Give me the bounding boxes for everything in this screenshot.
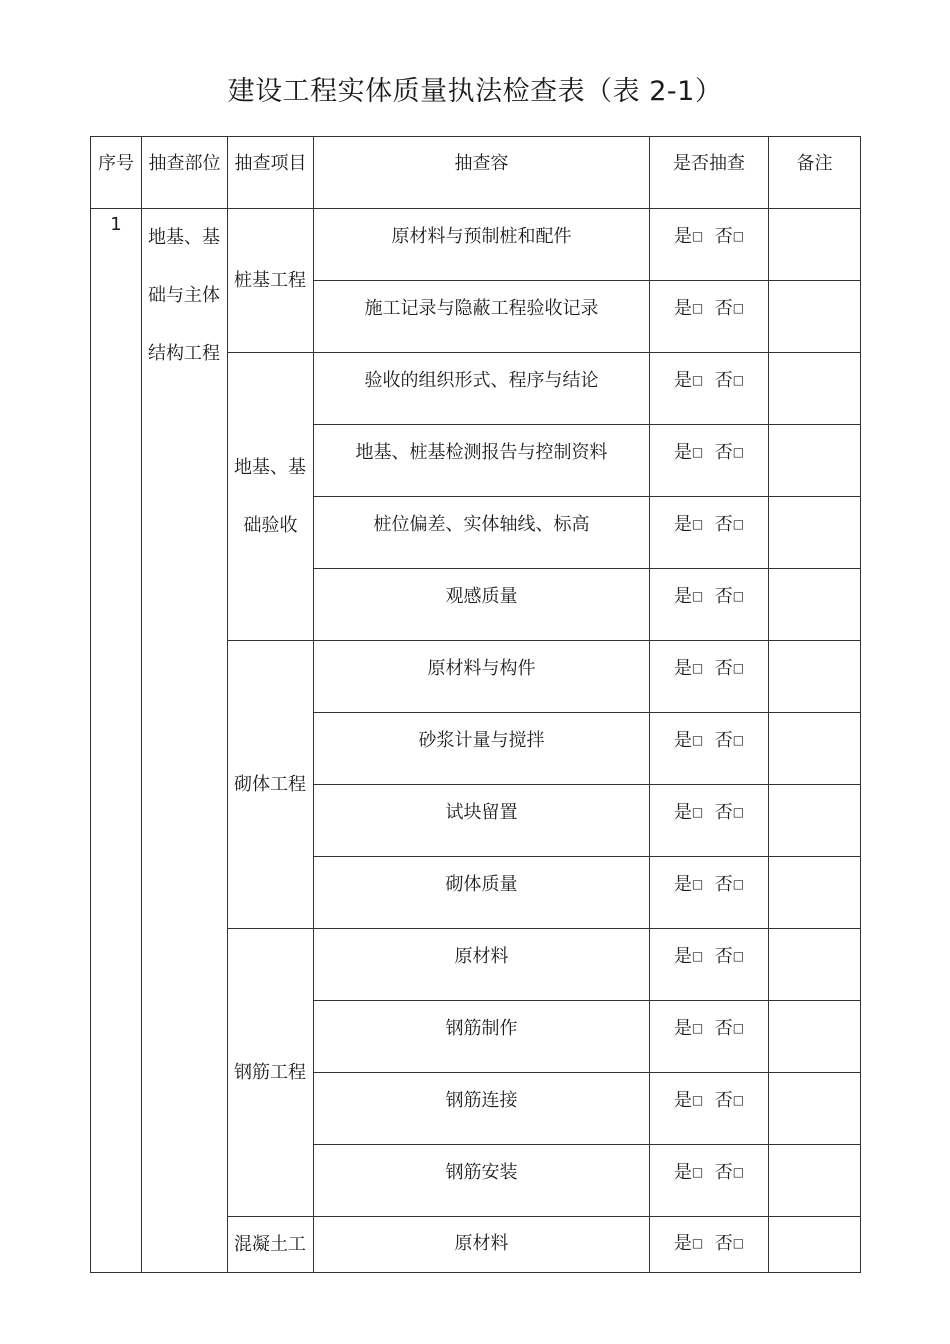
inspection-content: 施工记录与隐蔽工程验收记录 [314, 281, 650, 353]
no-label: 否 [714, 586, 733, 607]
remarks-cell[interactable] [769, 1217, 861, 1273]
remarks-cell[interactable] [769, 1073, 861, 1145]
inspection-item [228, 641, 314, 929]
checked-cell [650, 641, 769, 713]
yes-label: 是 [673, 226, 692, 247]
checked-cell [650, 785, 769, 857]
remarks-cell[interactable] [769, 1145, 861, 1217]
yes-label: 是 [673, 298, 692, 319]
inspection-content: 试块留置 [314, 785, 650, 857]
yes-label: 是 [673, 658, 692, 679]
inspection-content: 钢筋安装 [314, 1145, 650, 1217]
checked-cell [650, 353, 769, 425]
header-row [91, 137, 861, 209]
no-label: 否 [714, 730, 733, 751]
checked-cell [650, 497, 769, 569]
remarks-cell[interactable] [769, 1001, 861, 1073]
yes-label: 是 [673, 1018, 692, 1039]
checked-cell [650, 1001, 769, 1073]
no-label: 否 [714, 1090, 733, 1111]
no-label: 否 [714, 298, 733, 319]
no-label: 否 [714, 514, 733, 535]
no-label: 否 [714, 946, 733, 967]
part-line: 结构工程 [148, 343, 220, 364]
no-checkbox[interactable]: □ [732, 949, 745, 963]
no-label: 否 [714, 874, 733, 895]
remarks-cell[interactable] [769, 281, 861, 353]
remarks-cell[interactable] [769, 209, 861, 281]
page-title: 建设工程实体质量执法检查表（表 2-1） [227, 76, 723, 107]
no-checkbox[interactable]: □ [732, 301, 745, 315]
inspection-content: 原材料 [314, 1217, 650, 1273]
yes-checkbox[interactable]: □ [691, 301, 704, 315]
item-line: 桩基工程 [234, 269, 306, 291]
no-checkbox[interactable]: □ [732, 1021, 745, 1035]
no-checkbox[interactable]: □ [732, 373, 745, 387]
item-line: 钢筋工程 [234, 1061, 306, 1083]
checked-cell [650, 209, 769, 281]
yes-label: 是 [673, 1090, 692, 1111]
inspection-content: 地基、桩基检测报告与控制资料 [314, 425, 650, 497]
yes-checkbox[interactable]: □ [691, 445, 704, 459]
inspection-item [228, 209, 314, 353]
inspection-item [228, 353, 314, 641]
yes-checkbox[interactable]: □ [691, 1093, 704, 1107]
inspection-content: 桩位偏差、实体轴线、标高 [314, 497, 650, 569]
inspection-content: 观感质量 [314, 569, 650, 641]
yes-checkbox[interactable]: □ [691, 1165, 704, 1179]
yes-checkbox[interactable]: □ [691, 373, 704, 387]
no-label: 否 [714, 802, 733, 823]
header-part: 抽查部位 [142, 137, 228, 209]
checked-cell [650, 1217, 769, 1273]
yes-label: 是 [673, 586, 692, 607]
item-line: 地基、基 [234, 456, 306, 478]
no-checkbox[interactable]: □ [732, 229, 745, 243]
checked-cell [650, 713, 769, 785]
part-line: 地基、基 [148, 227, 220, 248]
no-label: 否 [714, 1162, 733, 1183]
remarks-cell[interactable] [769, 713, 861, 785]
inspection-content: 砌体质量 [314, 857, 650, 929]
checked-cell [650, 569, 769, 641]
checked-cell [650, 281, 769, 353]
yes-label: 是 [673, 730, 692, 751]
inspection-content: 砂浆计量与搅拌 [314, 713, 650, 785]
remarks-cell[interactable] [769, 641, 861, 713]
checked-cell [650, 425, 769, 497]
yes-checkbox[interactable]: □ [691, 517, 704, 531]
item-line: 砌体工程 [234, 773, 306, 795]
yes-label: 是 [673, 802, 692, 823]
no-label: 否 [714, 658, 733, 679]
yes-checkbox[interactable]: □ [691, 949, 704, 963]
no-checkbox[interactable]: □ [732, 1165, 745, 1179]
inspection-table [90, 136, 861, 1273]
remarks-cell[interactable] [769, 425, 861, 497]
yes-label: 是 [673, 1233, 692, 1254]
yes-label: 是 [673, 370, 692, 391]
inspection-content: 原材料与预制桩和配件 [314, 209, 650, 281]
header-remarks: 备注 [769, 137, 861, 209]
yes-label: 是 [673, 514, 692, 535]
header-content: 抽查容 [314, 137, 650, 209]
inspection-item [228, 1217, 314, 1273]
no-label: 否 [714, 1018, 733, 1039]
no-checkbox[interactable]: □ [732, 805, 745, 819]
no-checkbox[interactable]: □ [732, 877, 745, 891]
table-row [91, 209, 861, 281]
item-line: 础验收 [243, 514, 298, 536]
checked-cell [650, 1073, 769, 1145]
yes-checkbox[interactable]: □ [691, 733, 704, 747]
no-label: 否 [714, 226, 733, 247]
remarks-cell[interactable] [769, 857, 861, 929]
header-seq: 序号 [91, 137, 142, 209]
no-checkbox[interactable]: □ [732, 589, 745, 603]
yes-checkbox[interactable]: □ [691, 661, 704, 675]
no-label: 否 [714, 1233, 733, 1254]
part-line: 础与主体 [148, 285, 220, 306]
row-number: 1 [91, 209, 142, 1273]
inspection-content: 钢筋连接 [314, 1073, 650, 1145]
yes-checkbox[interactable]: □ [691, 1236, 704, 1250]
inspection-part [142, 209, 228, 1273]
remarks-cell[interactable] [769, 569, 861, 641]
inspection-content: 原材料 [314, 929, 650, 1001]
header-checked: 是否抽查 [650, 137, 769, 209]
remarks-cell[interactable] [769, 497, 861, 569]
no-label: 否 [714, 442, 733, 463]
yes-checkbox[interactable]: □ [691, 589, 704, 603]
yes-checkbox[interactable]: □ [691, 877, 704, 891]
checked-cell [650, 929, 769, 1001]
remarks-cell[interactable] [769, 929, 861, 1001]
no-checkbox[interactable]: □ [732, 517, 745, 531]
no-checkbox[interactable]: □ [732, 733, 745, 747]
remarks-cell[interactable] [769, 353, 861, 425]
item-line: 混凝土工 [234, 1233, 306, 1255]
yes-label: 是 [673, 946, 692, 967]
yes-checkbox[interactable]: □ [691, 1021, 704, 1035]
inspection-content: 验收的组织形式、程序与结论 [314, 353, 650, 425]
no-checkbox[interactable]: □ [732, 1236, 745, 1250]
inspection-content: 原材料与构件 [314, 641, 650, 713]
header-item: 抽查项目 [228, 137, 314, 209]
yes-checkbox[interactable]: □ [691, 229, 704, 243]
no-label: 否 [714, 370, 733, 391]
remarks-cell[interactable] [769, 785, 861, 857]
no-checkbox[interactable]: □ [732, 1093, 745, 1107]
yes-checkbox[interactable]: □ [691, 805, 704, 819]
yes-label: 是 [673, 442, 692, 463]
no-checkbox[interactable]: □ [732, 661, 745, 675]
yes-label: 是 [673, 1162, 692, 1183]
inspection-content: 钢筋制作 [314, 1001, 650, 1073]
checked-cell [650, 857, 769, 929]
inspection-item [228, 929, 314, 1217]
no-checkbox[interactable]: □ [732, 445, 745, 459]
yes-label: 是 [673, 874, 692, 895]
checked-cell [650, 1145, 769, 1217]
